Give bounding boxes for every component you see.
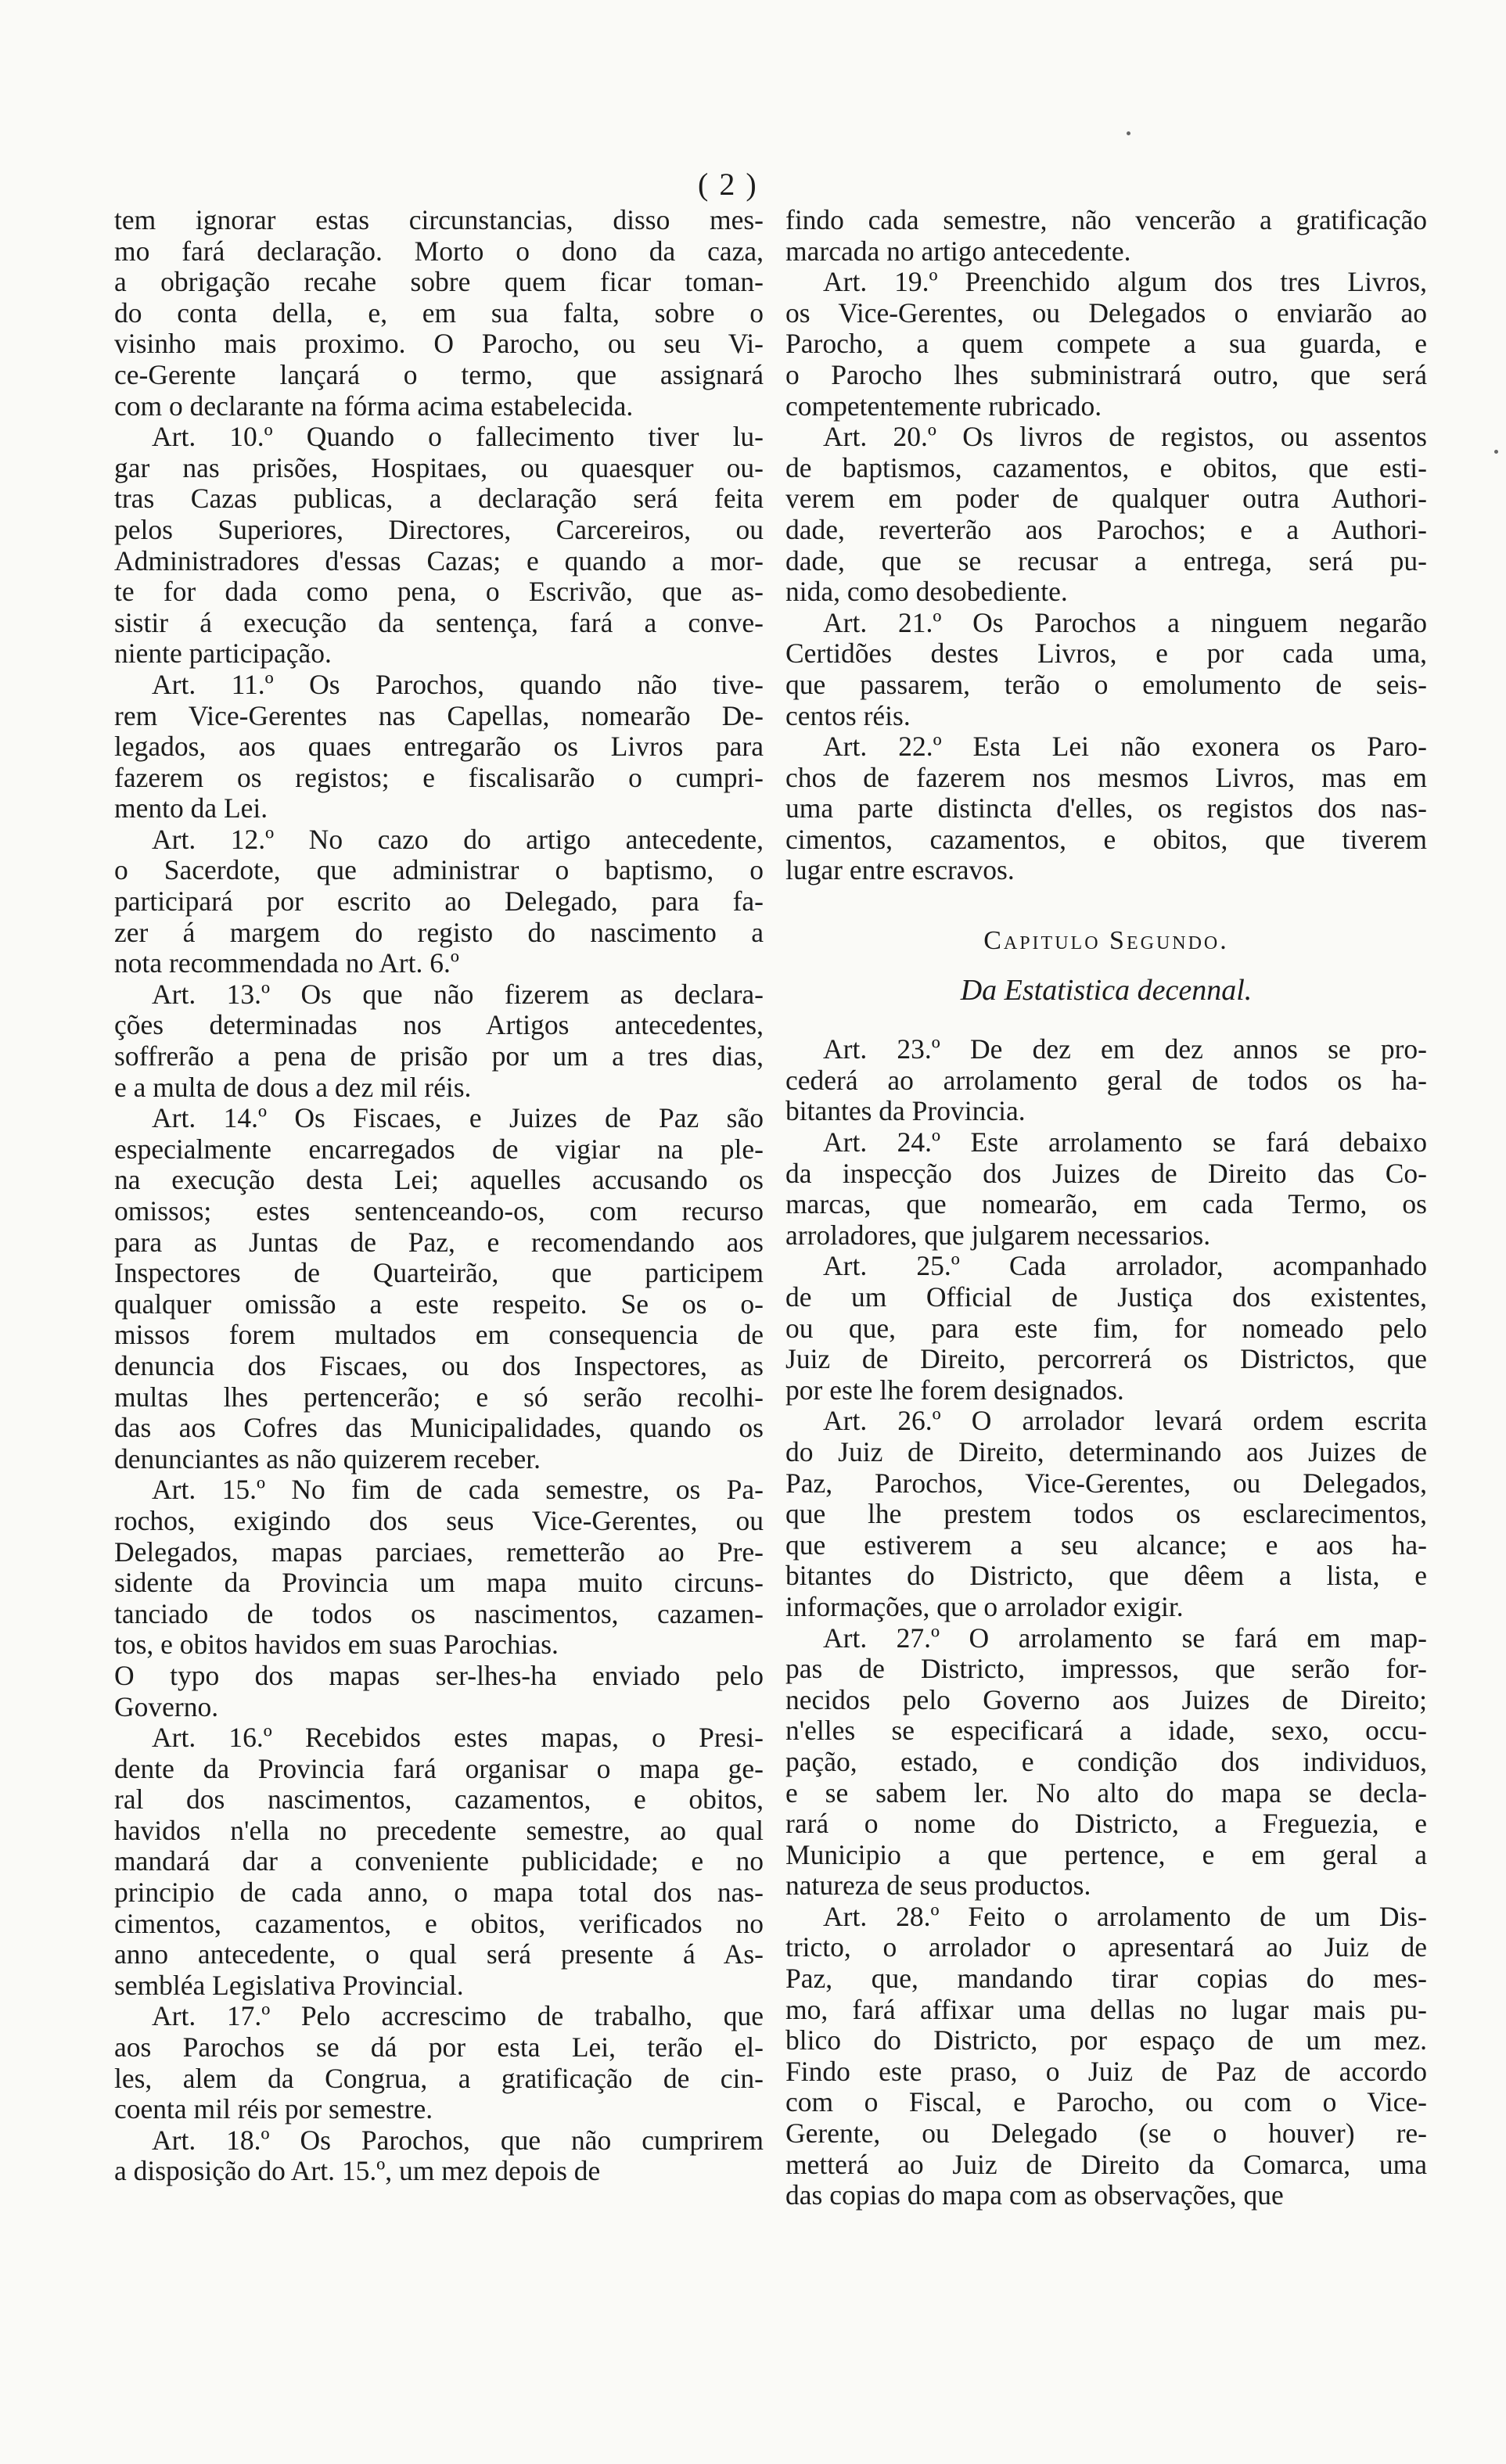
text-line: soffrerão a pena de prisão por um a tres dias, bbox=[114, 1041, 764, 1072]
text-line: necidos pelo Governo aos Juizes de Direito; bbox=[785, 1684, 1427, 1715]
text-line: rará o nome do Districto, a Freguezia, e bbox=[785, 1808, 1427, 1840]
text-line: sidente da Provincia um mapa muito circuns- bbox=[114, 1568, 764, 1599]
text-line: Art. 12.º No cazo do artigo antecedente, bbox=[152, 824, 764, 855]
text-line: visinho mais proximo. O Parocho, ou seu Vi- bbox=[114, 329, 764, 360]
text-line: gar nas prisões, Hospitaes, ou quaesquer ou- bbox=[114, 452, 764, 483]
text-line: Certidões destes Livros, e por cada uma, bbox=[785, 638, 1427, 670]
text-line: multas lhes pertencerão; e só serão recolhi- bbox=[114, 1381, 764, 1413]
text-line: pelos Superiores, Directores, Carcereiros, ou bbox=[114, 514, 764, 545]
text-line: Gerente, ou Delegado (se o houver) re- bbox=[785, 2118, 1427, 2150]
text-line: do Juiz de Direito, determinando aos Juizes de bbox=[785, 1436, 1427, 1467]
text-line: chos de fazerem nos mesmos Livros, mas em bbox=[785, 762, 1427, 793]
text-line: a disposição do Art. 15.º, um mez depois de bbox=[114, 2156, 601, 2187]
text-line: Delegados, mapas parciaes, remetterão ao Pre- bbox=[114, 1536, 764, 1568]
text-line: cederá ao arrolamento geral de todos os ha- bbox=[785, 1065, 1427, 1096]
text-line: de um Official de Justiça dos existentes, bbox=[785, 1282, 1427, 1313]
text-line: Art. 27.º O arrolamento se fará em map- bbox=[823, 1622, 1427, 1654]
text-line: Art. 22.º Esta Lei não exonera os Paro- bbox=[823, 731, 1427, 763]
text-line: legados, aos quaes entregarão os Livros para bbox=[114, 731, 764, 763]
section-heading: Da Estatistica decennal. bbox=[960, 973, 1253, 1007]
right-column-text-top bbox=[785, 205, 1427, 886]
text-line: Paz, que, mandando tirar copias do mes- bbox=[785, 1963, 1427, 1995]
text-line: Paz, Parochos, Vice-Gerentes, ou Delegados, bbox=[785, 1467, 1427, 1499]
text-line: dade, reverterão aos Parochos; e a Authori- bbox=[785, 514, 1427, 545]
text-line: findo cada semestre, não vencerão a gratificação bbox=[785, 205, 1427, 235]
text-line: que passarem, terão o emolumento de seis- bbox=[785, 669, 1427, 700]
text-line: pas de Districto, impressos, que serão for- bbox=[785, 1654, 1427, 1685]
right-column-text-bottom bbox=[785, 1034, 1427, 2211]
text-line: blico do Districto, por espaço de um mez. bbox=[785, 2025, 1427, 2056]
text-line: Art. 17.º Pelo accrescimo de trabalho, que bbox=[152, 2001, 764, 2032]
text-line: Art. 24.º Este arrolamento se fará debaixo bbox=[823, 1127, 1427, 1158]
text-line: rochos, exigindo dos seus Vice-Gerentes, ou bbox=[114, 1505, 764, 1536]
ink-speck bbox=[1127, 131, 1130, 135]
text-line: marcada no artigo antecedente. bbox=[785, 235, 1131, 267]
text-line: tricto, o arrolador o apresentará ao Juiz de bbox=[785, 1932, 1427, 1963]
text-line: dade, que se recusar a entrega, será pu- bbox=[785, 545, 1427, 576]
text-line: Art. 19.º Preenchido algum dos tres Livros, bbox=[823, 267, 1427, 298]
text-line: de baptismos, cazamentos, e obitos, que esti- bbox=[785, 452, 1427, 483]
text-line: tras Cazas publicas, a declaração será feita bbox=[114, 483, 764, 515]
text-line: Parocho, a quem compete a sua guarda, e bbox=[785, 329, 1427, 360]
text-line: bitantes do Districto, que dêem a lista, e bbox=[785, 1561, 1427, 1592]
text-line: o Parocho lhes subministrará outro, que será bbox=[785, 359, 1427, 390]
text-line: e se sabem ler. No alto do mapa se decla- bbox=[785, 1777, 1427, 1808]
text-line: metterá ao Juiz de Direito da Comarca, uma bbox=[785, 2149, 1427, 2180]
text-line: qualquer omissão a este respeito. Se os o- bbox=[114, 1288, 764, 1320]
text-line: sembléa Legislativa Provincial. bbox=[114, 1970, 464, 2001]
text-line: les, alem da Congrua, a gratificação de cin- bbox=[114, 2063, 764, 2094]
text-line: informações, que o arrolador exigir. bbox=[785, 1591, 1184, 1622]
text-line: mento da Lei. bbox=[114, 793, 268, 824]
text-line: havidos n'ella no precedente semestre, ao qual bbox=[114, 1815, 764, 1846]
text-line: marcas, que nomearão, em cada Termo, os bbox=[785, 1189, 1427, 1220]
text-line: nida, como desobediente. bbox=[785, 576, 1068, 608]
text-line: pação, estado, e condição dos individuos, bbox=[785, 1746, 1427, 1777]
text-line: especialmente encarregados de vigiar na ple- bbox=[114, 1133, 764, 1165]
text-line: zer á margem do registo do nascimento a bbox=[114, 917, 764, 948]
text-line: rem Vice-Gerentes nas Capellas, nomearão De- bbox=[114, 700, 764, 731]
text-line: ou que, para este fim, for nomeado pelo bbox=[785, 1313, 1427, 1344]
text-line: que estiverem a seu alcance; e aos ha- bbox=[785, 1529, 1427, 1561]
ink-speck bbox=[1494, 450, 1498, 454]
text-line: Juiz de Direito, percorrerá os Districtos, que bbox=[785, 1344, 1427, 1375]
text-line: mandará dar a conveniente publicidade; e no bbox=[114, 1846, 764, 1877]
right-column bbox=[785, 205, 1427, 2211]
text-line: ral dos nascimentos, cazamentos, e obitos, bbox=[114, 1784, 764, 1816]
text-line: Art. 28.º Feito o arrolamento de um Dis- bbox=[823, 1901, 1427, 1932]
text-line: lugar entre escravos. bbox=[785, 855, 1015, 886]
text-line: mo fará declaração. Morto o dono da caza, bbox=[114, 235, 764, 267]
text-line: da inspecção dos Juizes de Direito das Co- bbox=[785, 1158, 1427, 1189]
text-line: Art. 21.º Os Parochos a ninguem negarão bbox=[823, 607, 1427, 638]
text-line: aos Parochos se dá por esta Lei, terão el- bbox=[114, 2032, 764, 2064]
text-line: Art. 15.º No fim de cada semestre, os Pa- bbox=[152, 1474, 764, 1506]
text-line: Art. 16.º Recebidos estes mapas, o Presi- bbox=[152, 1722, 764, 1754]
text-line: missos forem multados em consequencia de bbox=[114, 1320, 764, 1351]
text-line: das aos Cofres das Municipalidades, quando os bbox=[114, 1413, 764, 1444]
text-line: Art. 25.º Cada arrolador, acompanhado bbox=[823, 1251, 1427, 1282]
text-line: O typo dos mapas ser-lhes-ha enviado pelo bbox=[114, 1660, 764, 1691]
text-line: uma parte distincta d'elles, os registos dos nas- bbox=[785, 793, 1427, 824]
text-line: por este lhe forem designados. bbox=[785, 1374, 1124, 1406]
page-number: ( 2 ) bbox=[698, 167, 758, 202]
text-line: nota recommendada no Art. 6.º bbox=[114, 948, 459, 979]
text-line: denuncia dos Fiscaes, ou dos Inspectores, as bbox=[114, 1350, 764, 1381]
text-line: para as Juntas de Paz, e recomendando aos bbox=[114, 1227, 764, 1258]
text-line: cimentos, cazamentos, e obitos, que tiverem bbox=[785, 824, 1427, 855]
text-line: das copias do mapa com as observações, que bbox=[785, 2180, 1284, 2211]
text-line: Art. 10.º Quando o fallecimento tiver lu- bbox=[152, 422, 764, 453]
text-line: o Sacerdote, que administrar o baptismo, o bbox=[114, 855, 764, 886]
text-line: que lhe prestem todos os esclarecimentos, bbox=[785, 1499, 1427, 1530]
text-line: os Vice-Gerentes, ou Delegados o enviarão ao bbox=[785, 297, 1427, 329]
text-line: e a multa de dous a dez mil réis. bbox=[114, 1072, 472, 1103]
text-line: bitantes da Provincia. bbox=[785, 1096, 1026, 1127]
text-line: omissos; estes sentenceando-os, com recurso bbox=[114, 1196, 764, 1227]
text-line: na execução desta Lei; aquelles accusando os bbox=[114, 1165, 764, 1196]
text-line: Inspectores de Quarteirão, que participem bbox=[114, 1258, 764, 1289]
text-line: Art. 11.º Os Parochos, quando não tive- bbox=[152, 669, 764, 700]
text-line: Art. 18.º Os Parochos, que não cumprirem bbox=[152, 2125, 764, 2156]
text-line: coenta mil réis por semestre. bbox=[114, 2094, 433, 2125]
text-line: ções determinadas nos Artigos antecedentes, bbox=[114, 1010, 764, 1041]
left-column bbox=[114, 205, 764, 2187]
text-line: Art. 13.º Os que não fizerem as declara- bbox=[152, 979, 764, 1010]
text-line: sistir á execução da sentença, fará a conve- bbox=[114, 607, 764, 638]
text-line: participará por escrito ao Delegado, para fa- bbox=[114, 886, 764, 918]
text-line: ce-Gerente lançará o termo, que assignará bbox=[114, 359, 764, 390]
text-line: Art. 23.º De dez em dez annos se pro- bbox=[823, 1034, 1427, 1065]
text-line: com o declarante na fórma acima estabelecida. bbox=[114, 390, 634, 422]
text-line: cimentos, cazamentos, e obitos, verificados no bbox=[114, 1908, 764, 1939]
text-line: tos, e obitos havidos em suas Parochias. bbox=[114, 1629, 559, 1661]
text-line: com o Fiscal, e Parocho, ou com o Vice- bbox=[785, 2087, 1427, 2118]
text-line: dente da Provincia fará organisar o mapa ge- bbox=[114, 1753, 764, 1784]
text-line: Art. 14.º Os Fiscaes, e Juizes de Paz são bbox=[152, 1103, 764, 1134]
text-line: mo, fará affixar uma dellas no lugar mais pu- bbox=[785, 1994, 1427, 2025]
text-line: tanciado de todos os nascimentos, cazamen- bbox=[114, 1598, 764, 1629]
text-line: te for dada como pena, o Escrivão, que as- bbox=[114, 576, 764, 608]
text-line: anno antecedente, o qual será presente á As- bbox=[114, 1939, 764, 1970]
text-line: fazerem os registos; e fiscalisarão o cumpri- bbox=[114, 762, 764, 793]
chapter-heading: Capitulo Segundo. bbox=[983, 926, 1229, 956]
text-line: verem em poder de qualquer outra Authori- bbox=[785, 483, 1427, 515]
text-line: arroladores, que julgarem necessarios. bbox=[785, 1219, 1211, 1251]
text-line: Municipio a que pertence, e em geral a bbox=[785, 1839, 1427, 1870]
text-line: Governo. bbox=[114, 1691, 219, 1722]
text-line: Art. 20.º Os livros de registos, ou assentos bbox=[823, 422, 1427, 453]
text-line: denunciantes as não quizerem receber. bbox=[114, 1443, 541, 1474]
text-line: natureza de seus productos. bbox=[785, 1870, 1091, 1902]
text-line: principio de cada anno, o mapa total dos nas- bbox=[114, 1877, 764, 1909]
text-line: niente participação. bbox=[114, 638, 332, 670]
text-line: n'elles se especificará a idade, sexo, occu- bbox=[785, 1715, 1427, 1747]
text-line: do conta della, e, em sua falta, sobre o bbox=[114, 297, 764, 329]
text-line: Administradores d'essas Cazas; e quando a mor- bbox=[114, 545, 764, 576]
text-line: competentemente rubricado. bbox=[785, 390, 1102, 422]
text-line: tem ignorar estas circunstancias, disso mes- bbox=[114, 205, 764, 235]
text-line: centos réis. bbox=[785, 700, 911, 731]
text-line: a obrigação recahe sobre quem ficar toman- bbox=[114, 267, 764, 298]
text-line: Art. 26.º O arrolador levará ordem escrita bbox=[823, 1406, 1427, 1437]
text-line: Findo este praso, o Juiz de Paz de accordo bbox=[785, 2056, 1427, 2087]
